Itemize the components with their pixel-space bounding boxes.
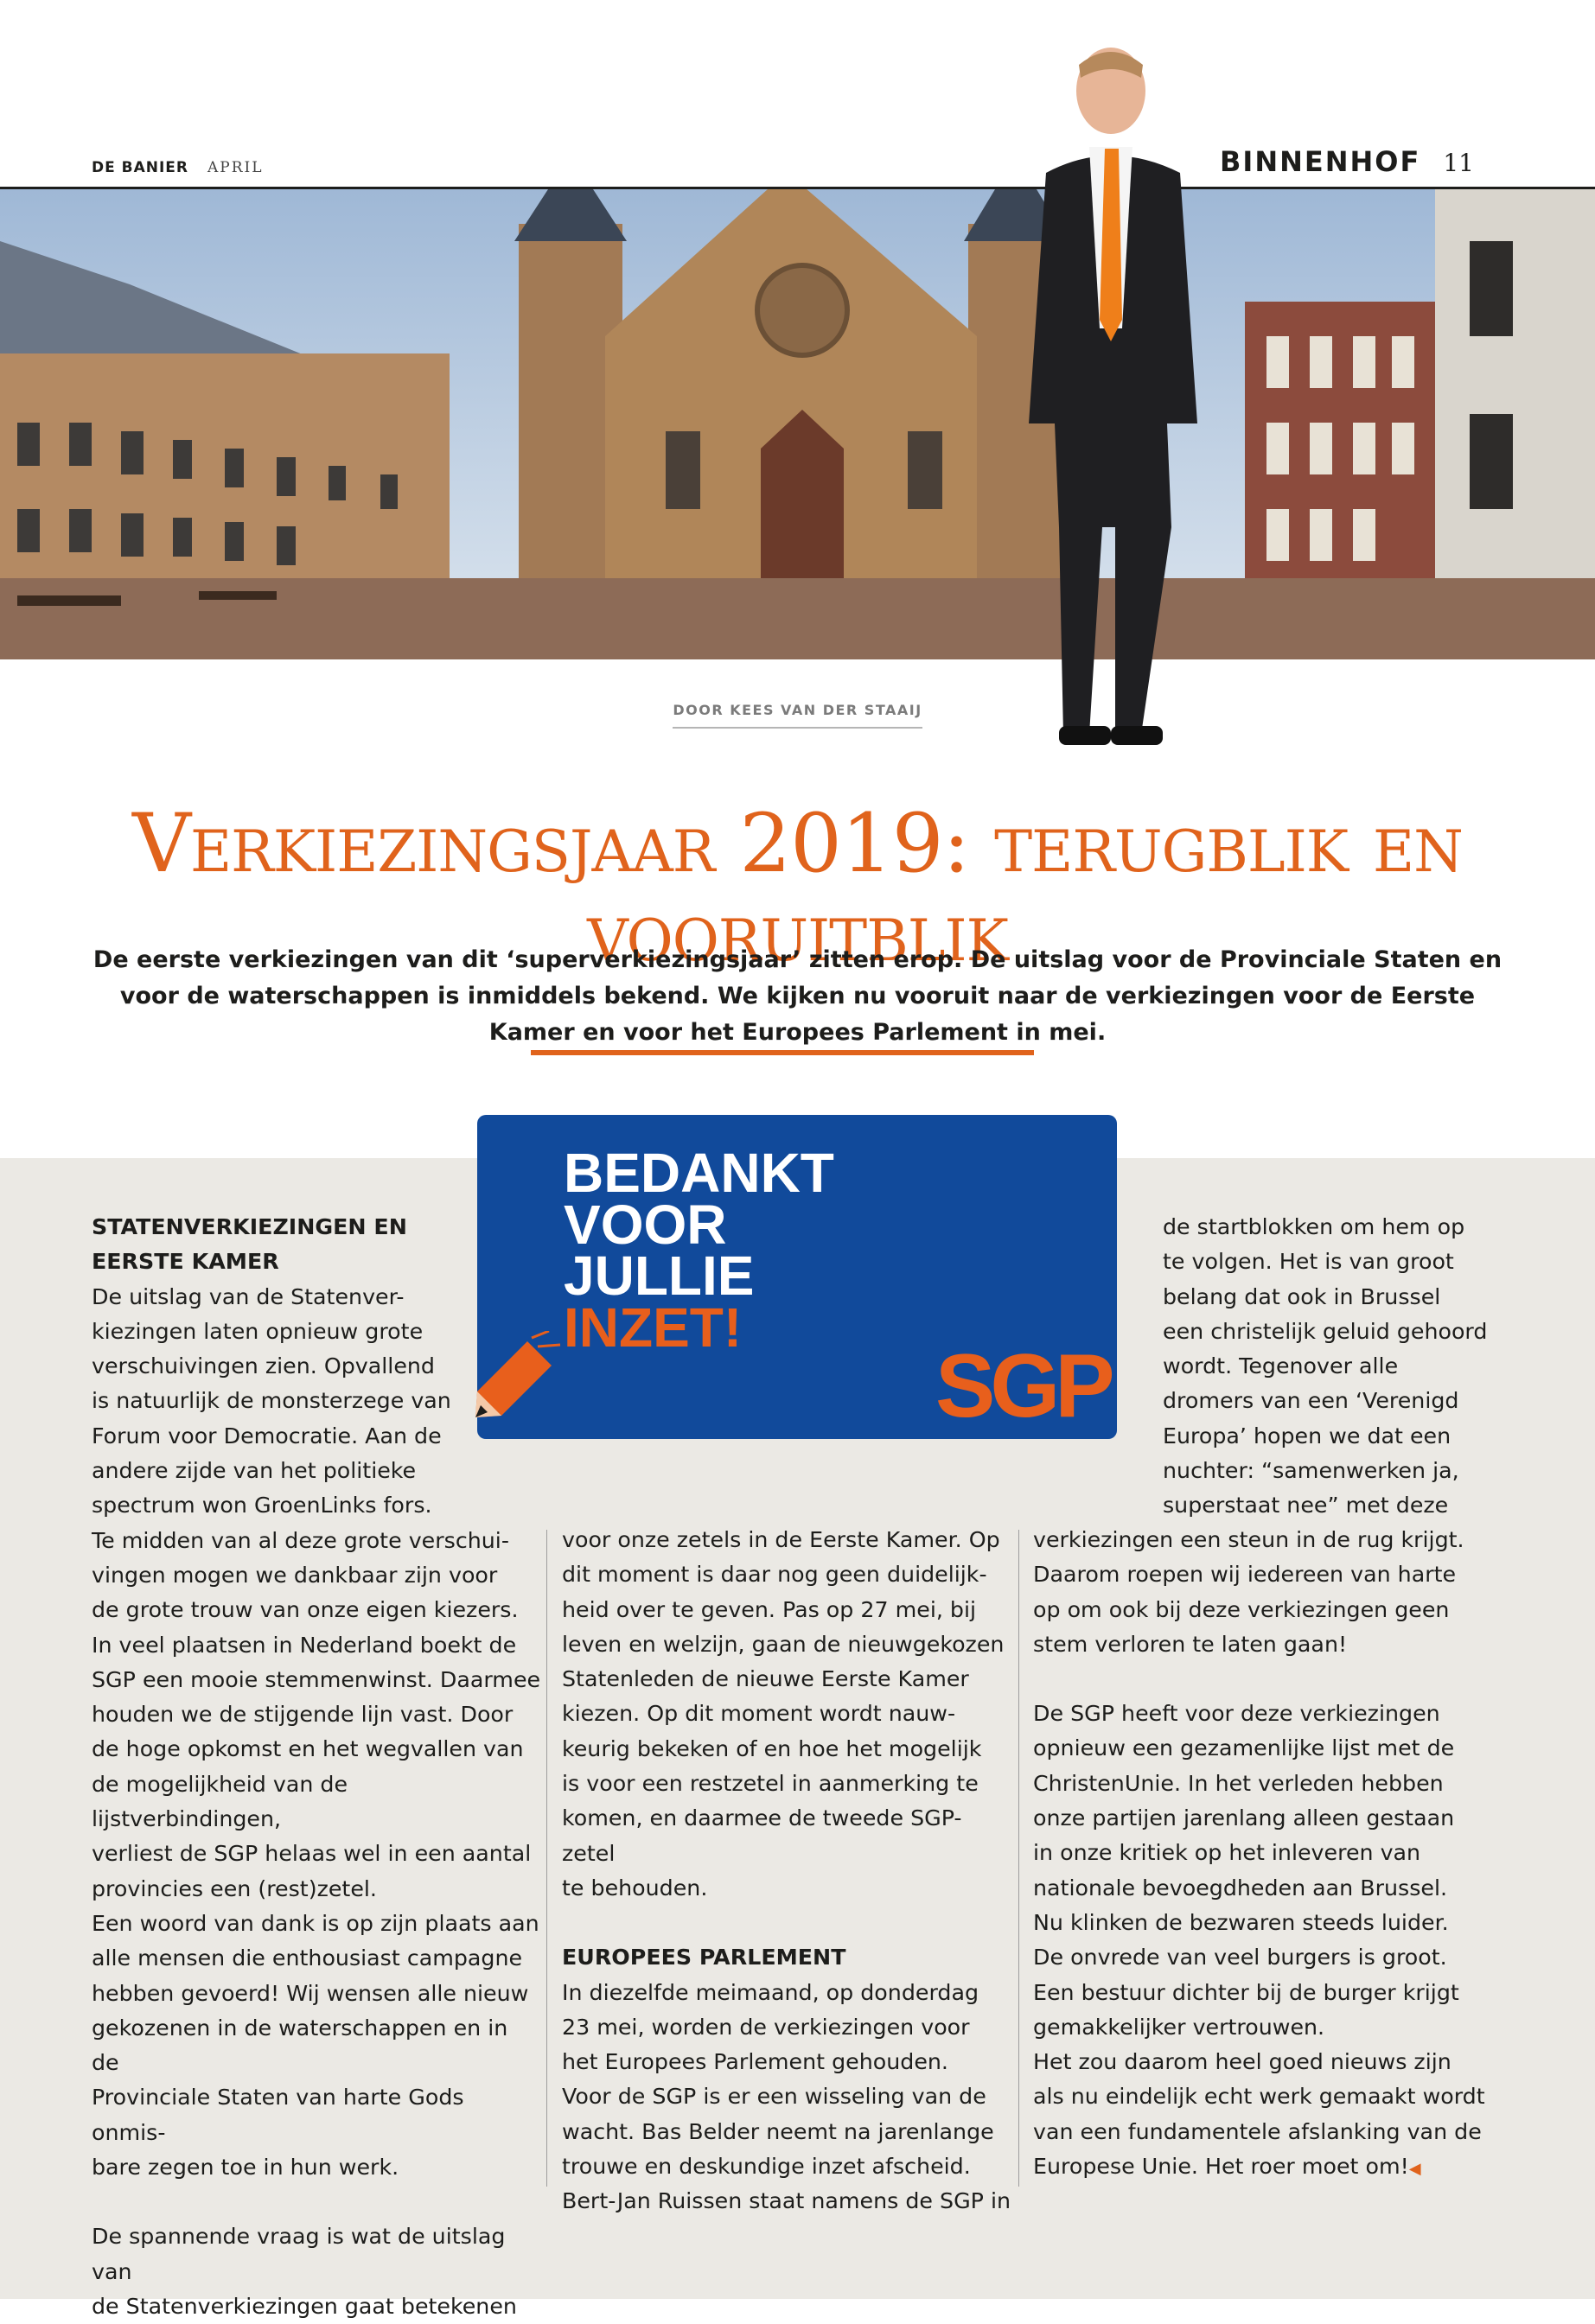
article-lead: De eerste verkiezingen van dit ‘superverkiezingsjaar’ zitten erop. De uitslag voor de Provinciale Staten en voor de waterschappen is inmiddels bekend. We kijken nu vooruit naar de verkiezingen voor de Eerste Kamer en voor het Europees Parlement in mei. <box>93 946 1502 1046</box>
text-line: onze partijen jarenlang alleen gestaan <box>1033 1805 1455 1831</box>
running-header-right <box>1220 145 1474 178</box>
text-line: spectrum won GroenLinks fors. <box>92 1493 432 1519</box>
text-line: Europa’ hopen we dat een <box>1163 1423 1451 1449</box>
heading-statenverkiezingen <box>92 1210 541 1280</box>
column-3-paragraph-2 <box>1033 1697 1509 2187</box>
text-line: kiezingen laten opnieuw grote <box>92 1318 424 1344</box>
text-line: de hoge opkomst en het wegvallen van <box>92 1736 524 1762</box>
text-line: leven en welzijn, gaan de nieuwgekozen <box>562 1631 1005 1657</box>
text-line: In veel plaatsen in Nederland boekt de <box>92 1632 517 1658</box>
text-line: komen, en daarmee de tweede SGP-zetel <box>562 1805 962 1866</box>
binnenhof-illustration <box>0 189 1595 659</box>
text-line: de grote trouw van onze eigen kiezers. <box>92 1597 519 1623</box>
text-line: Een woord van dank is op zijn plaats aan <box>92 1910 539 1936</box>
heading-line-2: EERSTE KAMER <box>92 1249 279 1275</box>
text-line: SGP een mooie stemmenwinst. Daarmee <box>92 1666 541 1692</box>
text-line: bare zegen toe in hun werk. <box>92 2155 399 2181</box>
column-3 <box>1033 1523 1509 2187</box>
text-line: heid over te geven. Pas op 27 mei, bij <box>562 1596 977 1622</box>
text-line: is natuurlijk de monsterzege van <box>92 1388 451 1414</box>
issue-month: APRIL <box>207 159 264 176</box>
heading-europees-parlement: EUROPEES PARLEMENT <box>562 1945 846 1971</box>
text-line: dromers van een ‘Verenigd <box>1163 1388 1459 1414</box>
text-line: een christelijk geluid gehoord <box>1163 1318 1488 1344</box>
text-line: Forum voor Democratie. Aan de <box>92 1423 442 1449</box>
column-2-paragraph <box>562 1523 1011 1906</box>
text-line: te behouden. <box>562 1875 708 1901</box>
author-name: DOOR KEES VAN DER STAAIJ <box>673 702 922 729</box>
text-line: kiezen. Op dit moment wordt nauw- <box>562 1701 956 1727</box>
text-line: hebben gevoerd! Wij wensen alle nieuw <box>92 1980 529 2006</box>
sgp-ad-text <box>564 1142 834 1359</box>
column-3-top <box>1163 1210 1491 1524</box>
text-line: In diezelfde meimaand, op donderdag <box>562 1979 979 2005</box>
column-1-paragraph <box>92 1280 541 2186</box>
text-line: Daarom roepen wij iedereen van harte <box>1033 1562 1457 1588</box>
text-line: superstaat nee” met deze <box>1163 1493 1449 1519</box>
orange-divider <box>531 1050 1034 1055</box>
heading-line-1: STATENVERKIEZINGEN EN <box>92 1214 407 1239</box>
text-line: gekozenen in de waterschappen en in de <box>92 2015 508 2076</box>
byline <box>0 702 1595 729</box>
text-line: de mogelijkheid van de lijstverbindingen, <box>92 1771 348 1832</box>
text-line: De SGP heeft voor deze verkiezingen <box>1033 1701 1440 1727</box>
ad-line-4: INZET! <box>564 1296 743 1359</box>
text-line: provincies een (rest)zetel. <box>92 1875 377 1901</box>
text-line: opnieuw een gezamenlijke lijst met de <box>1033 1735 1455 1761</box>
text-line: het Europees Parlement gehouden. <box>562 2049 948 2075</box>
text-line: is voor een restzetel in aanmerking te <box>562 1771 979 1797</box>
text-line: de startblokken om hem op <box>1163 1214 1465 1239</box>
text-line: Provinciale Staten van harte Gods onmis- <box>92 2085 464 2145</box>
text-line: 23 mei, worden de verkiezingen voor <box>562 2014 970 2040</box>
text-line: als nu eindelijk echt werk gemaakt wordt <box>1033 2084 1485 2110</box>
end-mark-icon: ◀ <box>1408 2160 1421 2179</box>
text-line: De uitslag van de Statenver- <box>92 1283 405 1309</box>
ad-line-3: JULLIE <box>564 1245 755 1308</box>
column-2-paragraph-2 <box>562 1976 1011 2219</box>
text-line: Statenleden de nieuwe Eerste Kamer <box>562 1666 969 1692</box>
text-line: verliest de SGP helaas wel in een aantal <box>92 1841 532 1867</box>
sgp-logo: SGP <box>935 1336 1110 1436</box>
text-line: de Statenverkiezingen gaat betekenen <box>92 2293 517 2319</box>
text-line: belang dat ook in Brussel <box>1163 1283 1441 1309</box>
text-line: verkiezingen een steun in de rug krijgt. <box>1033 1527 1464 1552</box>
column-3-paragraph <box>1033 1523 1509 1662</box>
text-line: voor onze zetels in de Eerste Kamer. Op <box>562 1527 1000 1552</box>
text-line: Het zou daarom heel goed nieuws zijn <box>1033 2049 1451 2075</box>
ad-line-1: BEDANKT <box>564 1142 834 1204</box>
politician-figure <box>1011 43 1245 769</box>
text-line: dit moment is daar nog geen duidelijk- <box>562 1562 987 1588</box>
text-line: alle mensen die enthousiast campagne <box>92 1945 523 1971</box>
column-divider-1 <box>546 1530 547 2187</box>
text-line: verschuivingen zien. Opvallend <box>92 1353 435 1379</box>
text-line: nuchter: “samenwerken ja, <box>1163 1458 1459 1484</box>
text-line: De spannende vraag is wat de uitslag van <box>92 2224 506 2284</box>
text-line: Europese Unie. Het roer moet om!◀ <box>1033 2154 1421 2180</box>
text-line: De onvrede van veel burgers is groot. <box>1033 1945 1447 1971</box>
column-3-top-paragraph <box>1163 1210 1491 1524</box>
text-line: Te midden van al deze grote verschui- <box>92 1527 509 1553</box>
text-line: van een fundamentele afslanking van de <box>1033 2118 1482 2144</box>
text-line: vingen mogen we dankbaar zijn voor <box>92 1562 498 1588</box>
text-line: in onze kritiek op het inleveren van <box>1033 1840 1421 1866</box>
text-line: keurig bekeken of en hoe het mogelijk <box>562 1735 982 1761</box>
text-line: andere zijde van het politieke <box>92 1458 417 1484</box>
text-line: stem verloren te laten gaan! <box>1033 1631 1348 1657</box>
text-line: wacht. Bas Belder neemt na jarenlange <box>562 2118 994 2144</box>
text-line: gemakkelijker vertrouwen. <box>1033 2014 1325 2040</box>
text-line: wordt. Tegenover alle <box>1163 1353 1399 1379</box>
column-2 <box>562 1523 1011 2219</box>
column-1 <box>92 1210 541 2324</box>
text-line: trouwe en deskundige inzet afscheid. <box>562 2154 971 2180</box>
text-line: Bert-Jan Ruissen staat namens de SGP in <box>562 2188 1011 2214</box>
article-title: Verkiezingsjaar 2019: terugblik en vooruitblik <box>132 797 1463 981</box>
running-header-left <box>92 159 264 176</box>
text-line: Een bestuur dichter bij de burger krijgt <box>1033 1979 1459 2005</box>
section-name: BINNENHOF <box>1220 145 1421 178</box>
text-line: Nu klinken de bezwaren steeds luider. <box>1033 1909 1449 1935</box>
publication-name: DE BANIER <box>92 159 189 176</box>
column-1-paragraph-2 <box>92 2219 541 2324</box>
text-line: op om ook bij deze verkiezingen geen <box>1033 1596 1450 1622</box>
ad-line-2: VOOR <box>564 1193 727 1256</box>
text-line: nationale bevoegdheden aan Brussel. <box>1033 1875 1448 1901</box>
text-line: houden we de stijgende lijn vast. Door <box>92 1702 514 1728</box>
column-divider-2 <box>1018 1530 1019 2187</box>
text-line: ChristenUnie. In het verleden hebben <box>1033 1770 1444 1796</box>
binnenhof-photo <box>0 189 1595 659</box>
text-line: Voor de SGP is er een wisseling van de <box>562 2084 986 2110</box>
page-number: 11 <box>1443 149 1474 177</box>
text-line: te volgen. Het is van groot <box>1163 1249 1454 1275</box>
